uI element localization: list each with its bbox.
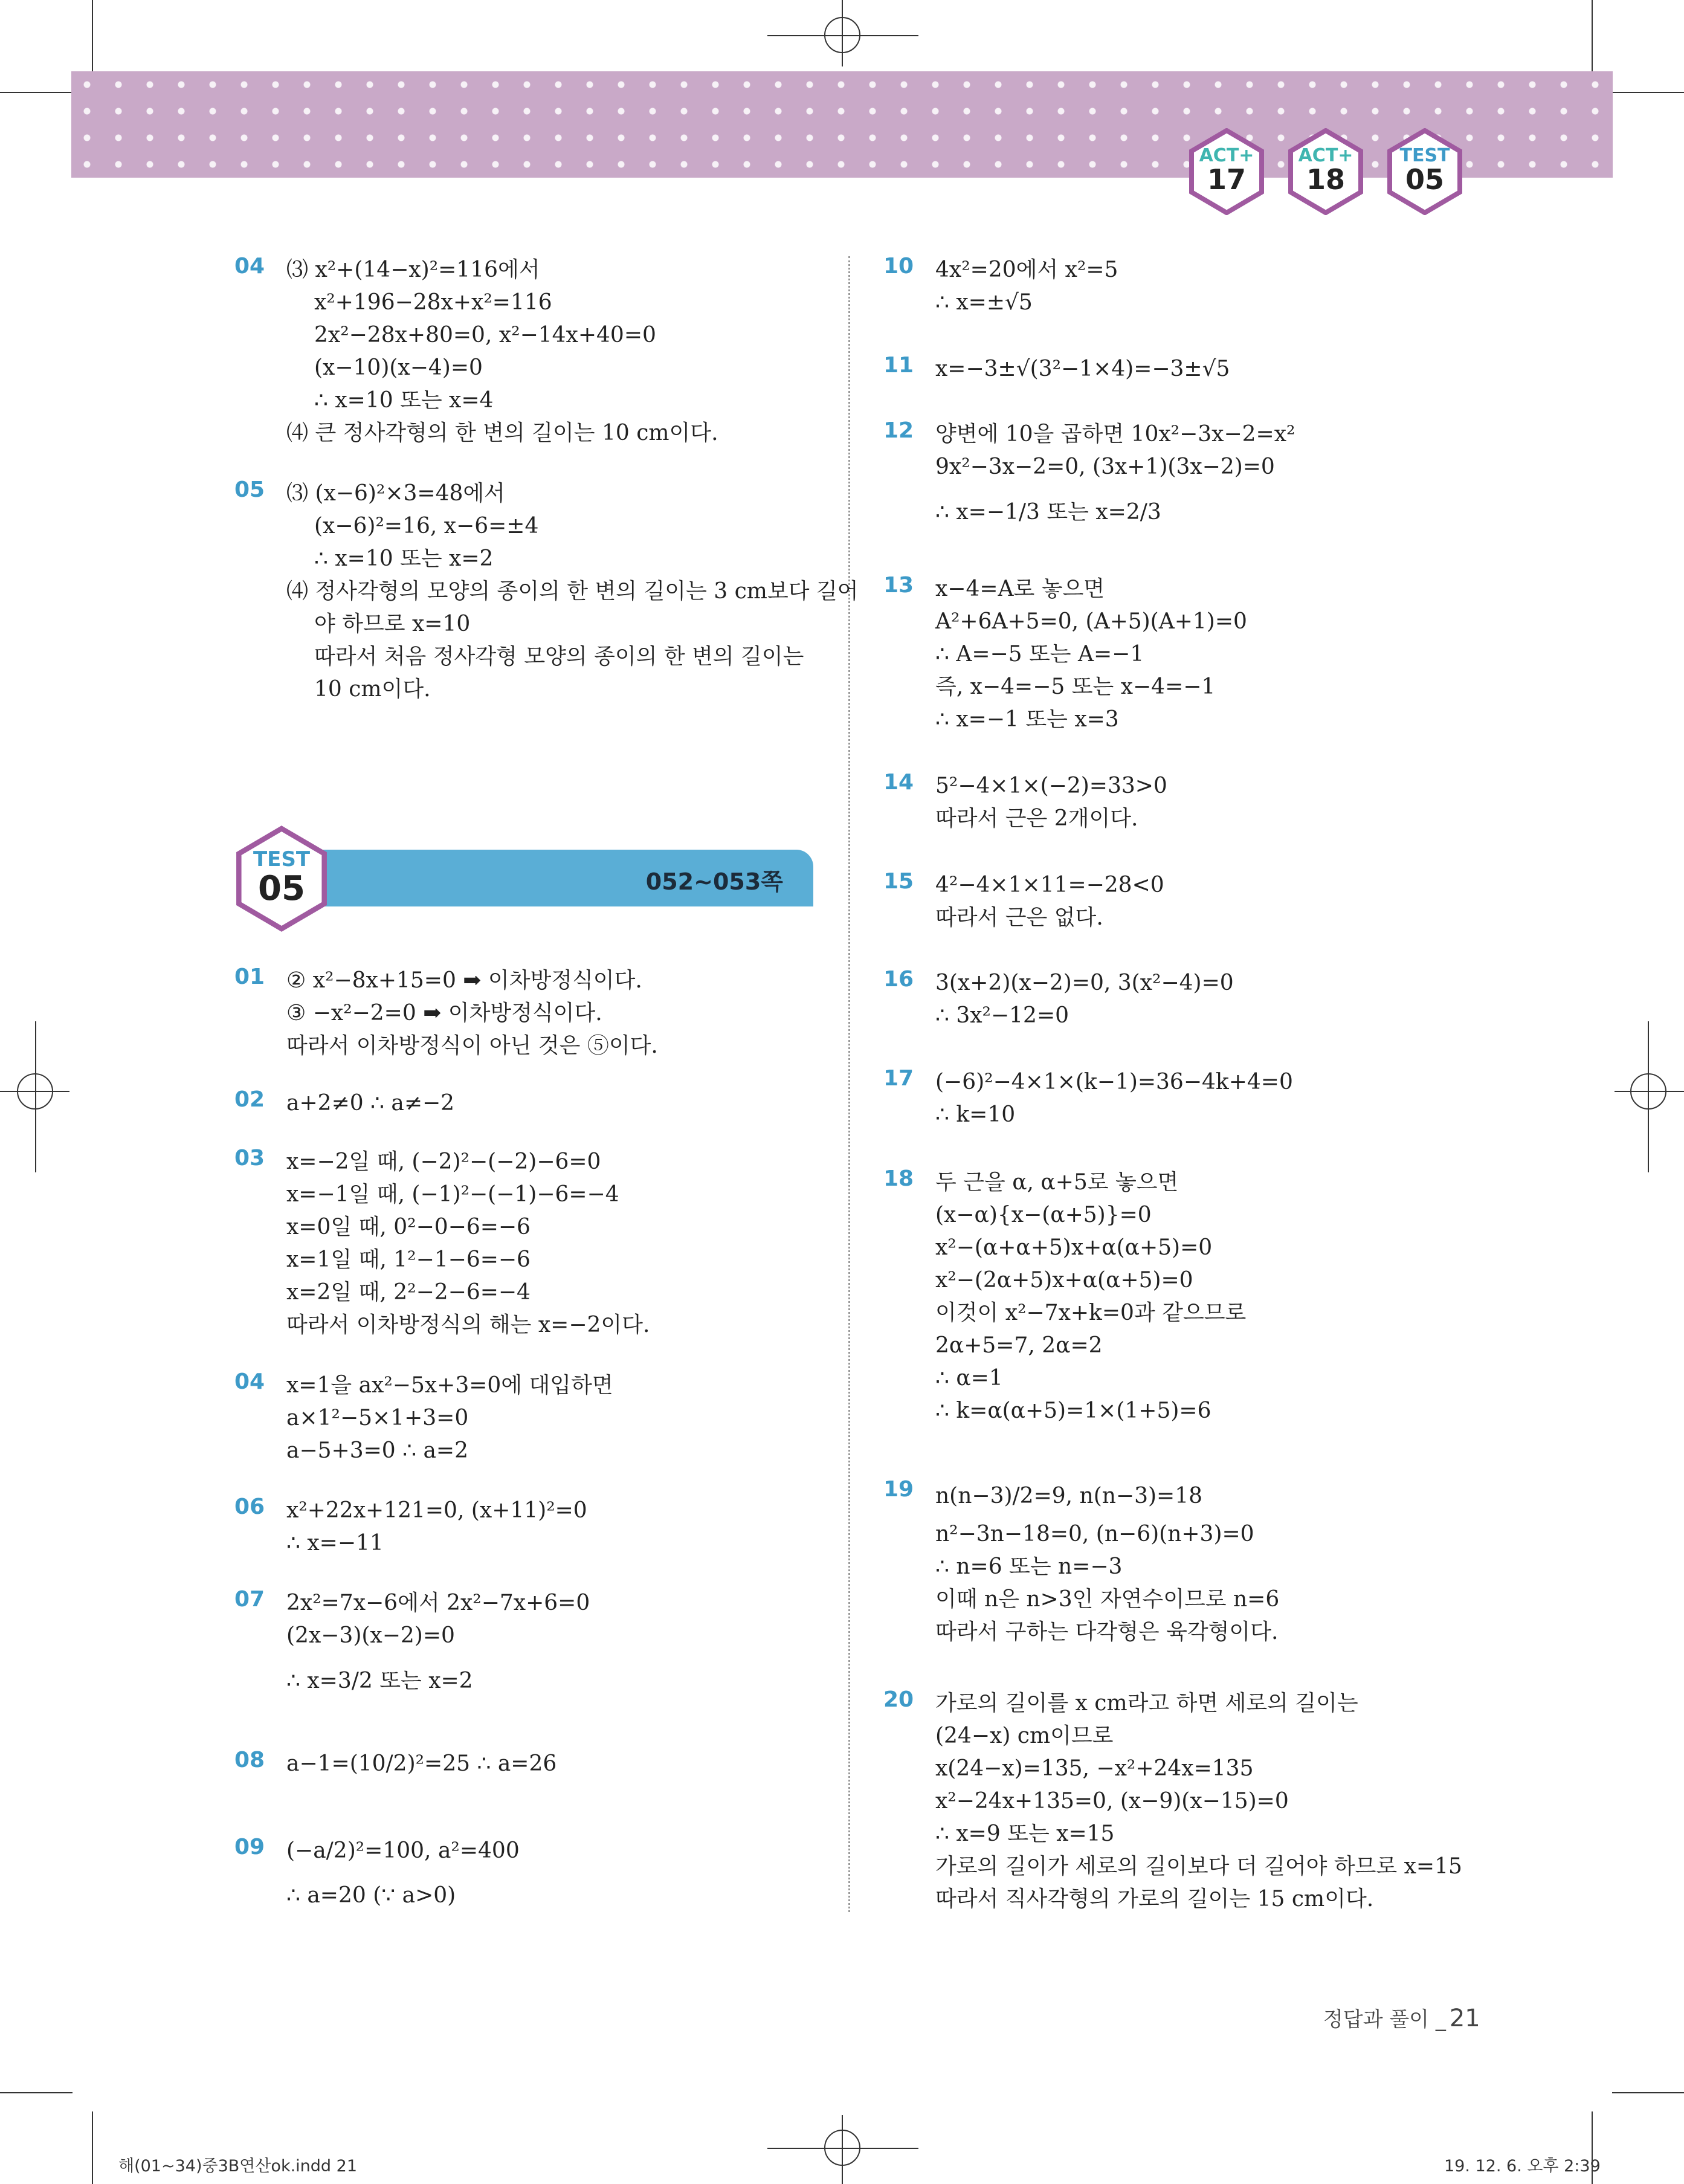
solution-line: (x−α){x−(α+5)}=0: [935, 1203, 1152, 1227]
item-number: 05: [234, 477, 265, 502]
solution-line: x−4=A로 놓으면: [935, 577, 1105, 601]
solution-line: ∴ x=3/2 또는 x=2: [286, 1669, 473, 1693]
solution-line: a−1=(10/2)²=25 ∴ a=26: [286, 1751, 557, 1776]
solution-line: ⑷ 정사각형의 모양의 종이의 한 변의 길이는 3 cm보다 길어: [286, 579, 859, 604]
item-number: 08: [234, 1748, 265, 1772]
solution-line: ∴ x=−11: [286, 1531, 384, 1556]
item-number: 17: [883, 1066, 914, 1091]
item-lines: [286, 1146, 650, 1342]
solution-line: 따라서 직사각형의 가로의 길이는 15 cm이다.: [935, 1887, 1374, 1911]
item-lines: [286, 254, 718, 450]
solution-line: ∴ A=−5 또는 A=−1: [935, 642, 1144, 667]
solution-line: ∴ n=6 또는 n=−3: [935, 1554, 1123, 1579]
test-section-bar: [284, 850, 813, 906]
test-section-badge: [234, 825, 329, 932]
item-number: 15: [883, 869, 914, 894]
crop-mark: [92, 0, 93, 73]
item-number: 16: [883, 967, 914, 992]
solution-line: x²−(α+α+5)x+α(α+5)=0: [935, 1235, 1213, 1260]
item-lines: [935, 1166, 1246, 1427]
solution-line: ⑶ (x−6)²×3=48에서: [286, 481, 505, 506]
solution-line: ⑶ x²+(14−x)²=116에서: [286, 257, 540, 282]
solution-line: n²−3n−18=0, (n−6)(n+3)=0: [935, 1522, 1254, 1546]
test-page-range: 052~053쪽: [645, 868, 783, 895]
print-slug-file: 해(01~34)중3B연산ok.indd 21: [118, 2157, 357, 2176]
solution-line: 따라서 근은 2개이다.: [935, 806, 1138, 831]
solution-line: ∴ k=10: [935, 1102, 1016, 1127]
item-number: 01: [234, 964, 265, 989]
item-lines: [286, 964, 658, 1062]
solution-line: 두 근을 α, α+5로 놓으면: [935, 1170, 1179, 1195]
solution-line: 2x²=7x−6에서 2x²−7x+6=0: [286, 1591, 590, 1615]
solution-line: 가로의 길이를 x cm라고 하면 세로의 길이는: [935, 1691, 1358, 1716]
solution-line: x²+22x+121=0, (x+11)²=0: [286, 1498, 587, 1523]
solution-line: ∴ x=9 또는 x=15: [935, 1821, 1115, 1846]
badge-small-label: TEST: [253, 847, 311, 871]
solution-line: ⑷ 큰 정사각형의 한 변의 길이는 10 cm이다.: [286, 421, 718, 445]
item-lines: [286, 1587, 590, 1710]
item-number: 04: [234, 1369, 265, 1394]
badge-act18: [1287, 128, 1364, 215]
item-number: 10: [883, 254, 914, 279]
page-number: 21: [1449, 2005, 1480, 2032]
solution-line: 즉, x−4=−5 또는 x−4=−1: [935, 674, 1216, 699]
header-band: [71, 71, 1613, 178]
solution-line: 5²−4×1×(−2)=33>0: [935, 774, 1167, 798]
solution-line: (−a/2)²=100, a²=400: [286, 1838, 520, 1863]
item-lines: [935, 967, 1234, 1032]
item-lines: [286, 1748, 556, 1780]
page-footer: [1323, 2003, 1480, 2032]
solution-line: x=1을 ax²−5x+3=0에 대입하면: [286, 1373, 613, 1398]
solution-line: n(n−3)/2=9, n(n−3)=18: [935, 1484, 1203, 1508]
solution-line: a+2≠0 ∴ a≠−2: [286, 1091, 455, 1116]
solution-line: ∴ 3x²−12=0: [935, 1003, 1069, 1028]
solution-line: ∴ x=−1/3 또는 x=2/3: [935, 500, 1161, 525]
solution-line: (2x−3)(x−2)=0: [286, 1623, 455, 1648]
item-lines: [286, 477, 859, 706]
solution-line: 3(x+2)(x−2)=0, 3(x²−4)=0: [935, 971, 1234, 995]
solution-line: 양변에 10을 곱하면 10x²−3x−2=x²: [935, 422, 1295, 447]
solution-line: x=−3±√(3²−1×4)=−3±√5: [935, 357, 1230, 381]
solution-line: ∴ x=10 또는 x=2: [314, 546, 494, 571]
solution-line: x²−(2α+5)x+α(α+5)=0: [935, 1268, 1193, 1293]
solution-line: x=−2일 때, (−2)²−(−2)−6=0: [286, 1149, 601, 1174]
item-number: 20: [883, 1687, 914, 1712]
crop-mark: [92, 2111, 93, 2184]
item-lines: [935, 770, 1167, 835]
solution-line: 이때 n은 n>3인 자연수이므로 n=6: [935, 1587, 1280, 1612]
solution-line: 따라서 이차방정식이 아닌 것은 ⑤이다.: [286, 1033, 658, 1058]
solution-line: 2α+5=7, 2α=2: [935, 1333, 1103, 1358]
solution-line: ∴ α=1: [935, 1366, 1003, 1391]
crop-mark: [0, 2092, 73, 2093]
solution-line: 따라서 처음 정사각형 모양의 종이의 한 변의 길이는: [314, 644, 804, 669]
crop-mark: [842, 2115, 843, 2184]
item-number: 03: [234, 1146, 265, 1171]
solution-line: ② x²−8x+15=0 ➡ 이차방정식이다.: [286, 968, 642, 993]
item-number: 06: [234, 1494, 265, 1519]
item-number: 07: [234, 1587, 265, 1612]
item-number: 18: [883, 1166, 914, 1191]
badge-number: 17: [1207, 163, 1246, 196]
item-lines: [935, 1475, 1279, 1649]
solution-line: 이것이 x²−7x+k=0과 같으므로: [935, 1300, 1247, 1325]
solution-line: x=1일 때, 1²−1−6=−6: [286, 1247, 531, 1272]
badge-number: 05: [258, 869, 305, 908]
solution-line: a×1²−5×1+3=0: [286, 1406, 469, 1430]
item-lines: [286, 1835, 520, 1912]
solution-line: 야 하므로 x=10: [314, 612, 471, 636]
solution-line: 4²−4×1×11=−28<0: [935, 873, 1164, 897]
badge-number: 18: [1306, 163, 1345, 196]
crop-mark: [1592, 0, 1593, 73]
item-lines: [935, 869, 1164, 934]
crop-mark: [842, 0, 843, 66]
item-number: 13: [883, 573, 914, 598]
crop-mark: [0, 92, 73, 93]
solution-line: ∴ x=±√5: [935, 290, 1033, 315]
solution-line: 따라서 이차방정식의 해는 x=−2이다.: [286, 1313, 650, 1337]
footer-label: 정답과 풀이 _: [1323, 2008, 1446, 2032]
solution-line: ∴ k=α(α+5)=1×(1+5)=6: [935, 1398, 1211, 1423]
item-lines: [935, 1066, 1293, 1131]
badge-act17: [1188, 128, 1265, 215]
badge-number: 05: [1405, 163, 1444, 196]
item-lines: [935, 254, 1118, 319]
solution-line: x=−1일 때, (−1)²−(−1)−6=−4: [286, 1182, 619, 1207]
solution-line: (x−10)(x−4)=0: [314, 355, 483, 380]
item-lines: [286, 1369, 613, 1467]
item-number: 02: [234, 1087, 265, 1112]
item-number: 14: [883, 770, 914, 795]
item-lines: [286, 1494, 587, 1560]
crop-mark: [1612, 2092, 1684, 2093]
solution-line: x=0일 때, 0²−0−6=−6: [286, 1215, 531, 1239]
solution-line: 4x²=20에서 x²=5: [935, 257, 1118, 282]
solution-line: A²+6A+5=0, (A+5)(A+1)=0: [935, 609, 1247, 634]
item-lines: [935, 353, 1230, 386]
solution-line: x²−24x+135=0, (x−9)(x−15)=0: [935, 1789, 1289, 1814]
item-number: 04: [234, 254, 265, 279]
solution-line: ③ −x²−2=0 ➡ 이차방정식이다.: [286, 1001, 602, 1026]
badge-small-label: TEST: [1399, 145, 1450, 166]
solution-line: x(24−x)=135, −x²+24x=135: [935, 1756, 1254, 1781]
print-slug-date: 19. 12. 6. 오후 2:39: [1444, 2157, 1601, 2176]
solution-line: x²+196−28x+x²=116: [314, 290, 552, 315]
item-lines: [935, 1687, 1462, 1916]
solution-line: ∴ x=−1 또는 x=3: [935, 707, 1119, 732]
solution-line: 2x²−28x+80=0, x²−14x+40=0: [314, 323, 656, 347]
registration-mark: [17, 1073, 53, 1110]
badge-small-label: ACT+: [1199, 145, 1254, 166]
solution-line: (24−x) cm이므로: [935, 1724, 1114, 1748]
item-lines: [935, 418, 1295, 541]
badge-small-label: ACT+: [1298, 145, 1353, 166]
badge-test05: [1386, 128, 1463, 215]
solution-line: a−5+3=0 ∴ a=2: [286, 1438, 468, 1463]
item-number: 12: [883, 418, 914, 443]
item-number: 09: [234, 1835, 265, 1859]
solution-line: x=2일 때, 2²−2−6=−4: [286, 1280, 531, 1305]
solution-line: 10 cm이다.: [314, 677, 431, 702]
solution-line: 따라서 구하는 다각형은 육각형이다.: [935, 1620, 1279, 1644]
solution-line: (−6)²−4×1×(k−1)=36−4k+4=0: [935, 1070, 1293, 1094]
solution-line: ∴ x=10 또는 x=4: [314, 388, 494, 413]
crop-mark: [1612, 92, 1684, 93]
solution-line: 9x²−3x−2=0, (3x+1)(3x−2)=0: [935, 454, 1275, 479]
item-number: 11: [883, 353, 914, 378]
item-number: 19: [883, 1477, 914, 1502]
item-lines: [935, 573, 1247, 736]
solution-line: 가로의 길이가 세로의 길이보다 더 길어야 하므로 x=15: [935, 1854, 1462, 1879]
solution-line: 따라서 근은 없다.: [935, 905, 1103, 930]
solution-line: (x−6)²=16, x−6=±4: [314, 514, 539, 538]
registration-mark: [1630, 1073, 1666, 1110]
item-lines: [286, 1087, 454, 1120]
solution-line: ∴ a=20 (∵ a>0): [286, 1883, 456, 1908]
